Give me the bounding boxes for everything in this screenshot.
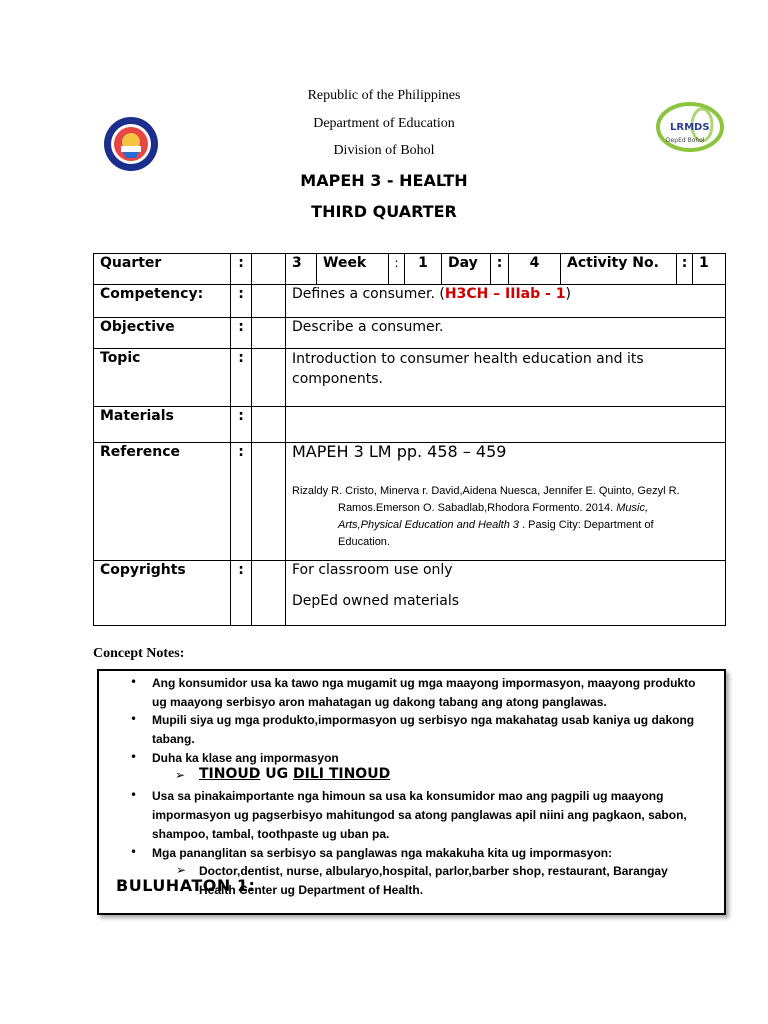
bullet-icon: • xyxy=(130,750,138,764)
arrow-bullet-icon: ➢ xyxy=(175,768,186,782)
colon: : xyxy=(231,443,252,561)
reference-citation xyxy=(292,483,719,551)
objective-value: Describe a consumer. xyxy=(286,318,726,349)
day-label: Day xyxy=(442,254,491,285)
info-type-true: TINOUD xyxy=(199,766,261,782)
day-value: 4 xyxy=(509,254,561,285)
topic-label: Topic xyxy=(94,349,231,407)
colon: : xyxy=(231,254,252,285)
blank-cell xyxy=(252,318,286,349)
competency-close: ) xyxy=(565,286,571,302)
competency-value xyxy=(286,285,726,318)
activity-value: 1 xyxy=(693,254,726,285)
info-types xyxy=(199,766,390,782)
note-line: Doctor,dentist, nurse, albularyo,hospital, parlor,barber shop, restaurant, Barangay xyxy=(199,864,668,878)
colon: : xyxy=(491,254,509,285)
note-3: Duha ka klase ang impormasyon xyxy=(152,751,339,765)
materials-label: Materials xyxy=(94,407,231,443)
reference-row xyxy=(94,443,726,561)
page-subtitle: THIRD QUARTER xyxy=(311,202,457,221)
note-line: Mupili siya ug mga produkto,impormasyon ug serbisyo nga makahatag usab kaniya ug dakong xyxy=(152,713,695,727)
info-type-false: DILI TINOUD xyxy=(292,766,391,782)
note-line: Ang konsumidor usa ka tawo nga mugamit ug mga maayong impormasyon, maayong produkto xyxy=(152,676,696,690)
citation-line xyxy=(292,517,719,534)
conjunction: UG xyxy=(265,766,289,782)
concept-notes-title: Concept Notes: xyxy=(93,646,185,661)
competency-text: Defines a consumer. ( xyxy=(292,286,445,302)
topic-value: Introduction to consumer health education and its components. xyxy=(286,349,726,407)
quarter-label: Quarter xyxy=(94,254,231,285)
colon: : xyxy=(677,254,693,285)
copyrights-line-2: DepEd owned materials xyxy=(292,593,460,609)
bullet-icon: • xyxy=(130,788,138,802)
svg-text:DepEd Bohol: DepEd Bohol xyxy=(666,137,705,144)
note-2 xyxy=(152,711,694,749)
copyrights-cell xyxy=(286,561,726,626)
competency-row xyxy=(94,285,726,318)
note-5: Mga pananglitan sa serbisyo sa panglawas nga makakuha kita ug impormasyon: xyxy=(152,846,613,860)
colon: : xyxy=(389,254,405,285)
activity-label: Activity No. xyxy=(561,254,677,285)
competency-code: H3CH – IIIab - 1 xyxy=(444,286,566,302)
note-4 xyxy=(152,787,687,844)
note-line: Usa sa pinakaimportante nga himoun sa usa ka konsumidor mao ang pagpili ug maayong xyxy=(152,789,664,803)
citation-text: . Pasig City: Department of xyxy=(522,519,654,531)
materials-value xyxy=(286,407,726,443)
note-1 xyxy=(152,674,695,712)
reference-cell xyxy=(286,443,726,561)
svg-text:LRMDS: LRMDS xyxy=(670,122,710,133)
citation-title: Music, xyxy=(616,502,648,514)
buluhaton-heading: BULUHATON 1: xyxy=(116,876,256,895)
activity-info-table xyxy=(93,253,726,626)
citation-line: Education. xyxy=(338,536,390,548)
blank-cell xyxy=(252,349,286,407)
objective-row xyxy=(94,318,726,349)
colon: : xyxy=(231,407,252,443)
deped-seal-icon xyxy=(103,116,159,172)
copyrights-row xyxy=(94,561,726,626)
arrow-bullet-icon: ➢ xyxy=(176,863,187,877)
note-line: tabang. xyxy=(152,732,195,746)
page-title: MAPEH 3 - HEALTH xyxy=(300,171,468,190)
blank-cell xyxy=(252,407,286,443)
bullet-icon: • xyxy=(130,712,138,726)
note-line: shampoo, tambal, toothpaste ug uban pa. xyxy=(152,827,390,841)
reference-value: MAPEH 3 LM pp. 458 – 459 xyxy=(292,442,507,461)
header-division: Division of Bohol xyxy=(333,143,435,158)
citation-line xyxy=(292,500,719,517)
bullet-icon: • xyxy=(130,675,138,689)
copyrights-line-1: For classroom use only xyxy=(292,562,453,578)
blank-cell xyxy=(252,254,286,285)
blank-cell xyxy=(252,561,286,626)
colon: : xyxy=(231,318,252,349)
quarter-row xyxy=(94,254,726,285)
note-line: Health Center ug Department of Health. xyxy=(199,883,424,897)
note-line: impormasyon ug pagserbisyo mahitungod sa atong panglawas apil niini ang pagkaon, sabon, xyxy=(152,808,687,822)
topic-row xyxy=(94,349,726,407)
materials-row xyxy=(94,407,726,443)
bullet-icon: • xyxy=(130,845,138,859)
week-label: Week xyxy=(317,254,389,285)
colon: : xyxy=(231,349,252,407)
competency-label: Competency: xyxy=(94,285,231,318)
reference-label: Reference xyxy=(94,443,231,561)
colon: : xyxy=(231,561,252,626)
lrmds-logo-icon xyxy=(656,101,724,153)
colon: : xyxy=(231,285,252,318)
objective-label: Objective xyxy=(94,318,231,349)
header-republic: Republic of the Philippines xyxy=(307,88,461,103)
week-value: 1 xyxy=(405,254,442,285)
citation-title: Arts,Physical Education and Health 3 xyxy=(338,519,519,531)
header-department: Department of Education xyxy=(313,116,455,131)
citation-text: Ramos.Emerson O. Sabadlab,Rhodora Formento. 2014. xyxy=(338,502,614,514)
citation-line: Rizaldy R. Cristo, Minerva r. David,Aidena Nuesca, Jennifer E. Quinto, Gezyl R. xyxy=(292,485,680,497)
note-line: ug maayong serbisyo aron mahatagan ug dakong tabang ang atong panglawas. xyxy=(152,695,607,709)
quarter-value: 3 xyxy=(286,254,317,285)
copyrights-label: Copyrights xyxy=(94,561,231,626)
blank-cell xyxy=(252,443,286,561)
note-5-sub xyxy=(199,862,668,900)
blank-cell xyxy=(252,285,286,318)
